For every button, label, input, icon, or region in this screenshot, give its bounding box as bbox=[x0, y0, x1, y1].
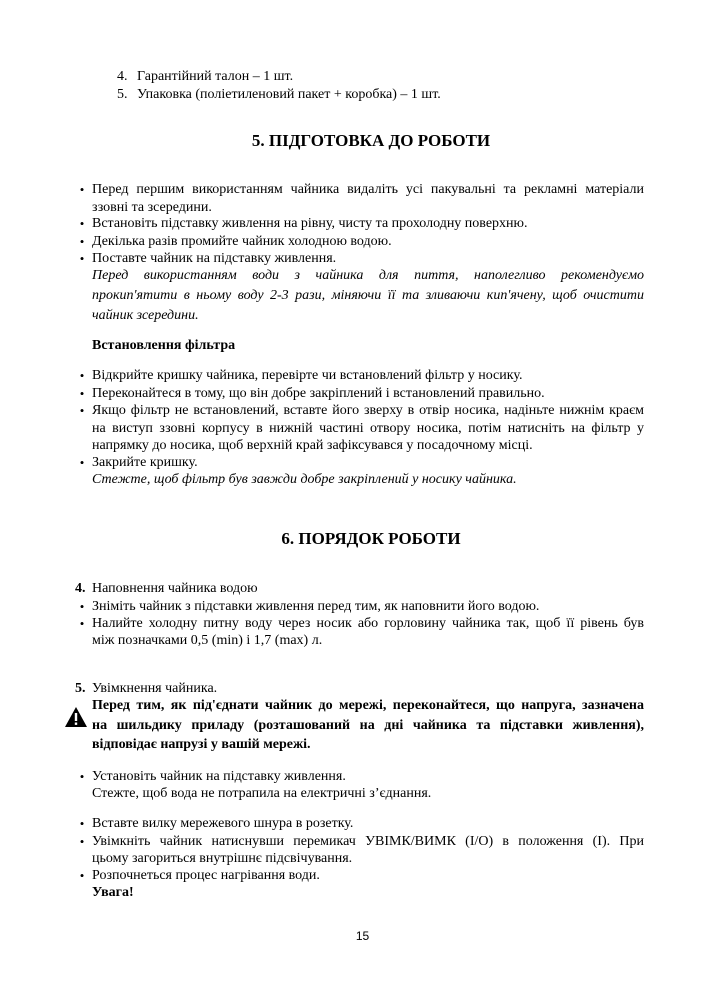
bullet-icon: • bbox=[79, 834, 85, 849]
bullet-text: цьому загориться внутрішнє підсвічування. bbox=[92, 851, 353, 866]
list-number: 4. bbox=[117, 69, 128, 84]
bullet-icon: • bbox=[79, 251, 85, 266]
bullet-text: Поставте чайник на підставку живлення. bbox=[92, 251, 337, 266]
bullet-text: Переконайтеся в тому, що він добре закріплений і встановлений правильно. bbox=[92, 386, 545, 401]
bullet-icon: • bbox=[79, 182, 85, 197]
bullet-text: між позначками 0,5 (min) і 1,7 (max) л. bbox=[92, 633, 323, 648]
bullet-icon: • bbox=[79, 769, 85, 784]
section-6-heading: 6. ПОРЯДОК РОБОТИ bbox=[281, 529, 461, 548]
bullet-text: Налийте холодну питну воду через носик або горловину чайника так, щоб її рівень був bbox=[92, 616, 644, 631]
list-item: Упаковка (поліетиленовий пакет + коробка) – 1 шт. bbox=[137, 87, 441, 102]
bullet-icon: • bbox=[79, 599, 85, 614]
bullet-icon: • bbox=[79, 403, 85, 418]
bullet-icon: • bbox=[79, 455, 85, 470]
list-item: Гарантійний талон – 1 шт. bbox=[137, 69, 294, 84]
bullet-text: Закрийте кришку. bbox=[92, 455, 198, 470]
warning-text: на шильдику приладу (розташований на дні чайника та підставки живлення), bbox=[92, 718, 644, 733]
bullet-icon: • bbox=[79, 816, 85, 831]
section-5-heading: 5. ПІДГОТОВКА ДО РОБОТИ bbox=[251, 131, 491, 150]
list-number: 4. bbox=[75, 581, 86, 596]
page-number: 15 bbox=[355, 929, 370, 943]
bullet-text: Зніміть чайник з підставки живлення перед тим, як наповнити його водою. bbox=[92, 599, 540, 614]
bullet-text: напрямку до носика, щоб верхній край зафіксувався у посадочному місці. bbox=[92, 438, 533, 453]
note-text: Перед використанням води з чайника для пиття, наполегливо рекомендуємо bbox=[92, 268, 644, 283]
bullet-text: Якщо фільтр не встановлений, вставте його зверху в отвір носика, надіньте нижнім краєм bbox=[92, 403, 644, 418]
bullet-text: Увімкніть чайник натиснувши перемикач УВІМК/ВИМК (I/O) в положення (I). При bbox=[92, 834, 644, 849]
list-number: 5. bbox=[117, 87, 128, 102]
bullet-icon: • bbox=[79, 368, 85, 383]
bullet-text: Вставте вилку мережевого шнура в розетку. bbox=[92, 816, 354, 831]
warning-icon bbox=[65, 707, 87, 727]
subheading: Увімкнення чайника. bbox=[92, 681, 218, 696]
note-text: чайник зсередини. bbox=[92, 308, 199, 323]
list-number: 5. bbox=[75, 681, 86, 696]
bullet-text: ззовні та зсередини. bbox=[92, 200, 212, 215]
bullet-icon: • bbox=[79, 386, 85, 401]
warning-label: Увага! bbox=[92, 885, 134, 900]
bullet-text: Декілька разів промийте чайник холодною водою. bbox=[92, 234, 392, 249]
bullet-text: Відкрийте кришку чайника, перевірте чи встановлений фільтр у носику. bbox=[92, 368, 523, 383]
warning-text: Перед тим, як під'єднати чайник до мережі, переконайтеся, що напруга, зазначена bbox=[92, 698, 644, 713]
bullet-icon: • bbox=[79, 616, 85, 631]
subheading: Наповнення чайника водою bbox=[92, 581, 258, 596]
warning-text: відповідає напрузі у вашій мережі. bbox=[92, 737, 311, 752]
bullet-text: Установіть чайник на підставку живлення. bbox=[92, 769, 346, 784]
bullet-text: Розпочнеться процес нагрівання води. bbox=[92, 868, 320, 883]
bullet-text: Встановіть підставку живлення на рівну, чисту та прохолодну поверхню. bbox=[92, 216, 528, 231]
filter-heading: Встановлення фільтра bbox=[92, 338, 236, 353]
bullet-text: Стежте, щоб вода не потрапила на електричні з’єднання. bbox=[92, 786, 432, 801]
bullet-icon: • bbox=[79, 216, 85, 231]
bullet-icon: • bbox=[79, 234, 85, 249]
bullet-icon: • bbox=[79, 868, 85, 883]
bullet-text: Перед першим використанням чайника видаліть усі пакувальні та рекламні матеріали bbox=[92, 182, 644, 197]
bullet-text: на виступ ззовні корпусу в нижній частині отвору носика, потім натисніть на фільтр у bbox=[92, 421, 644, 436]
note-text: прокип'ятити в ньому воду 2-3 рази, міняючи її та зливаючи кип'ячену, щоб очистити bbox=[92, 288, 644, 303]
note-text: Стежте, щоб фільтр був завжди добре закріплений у носику чайника. bbox=[92, 472, 517, 487]
